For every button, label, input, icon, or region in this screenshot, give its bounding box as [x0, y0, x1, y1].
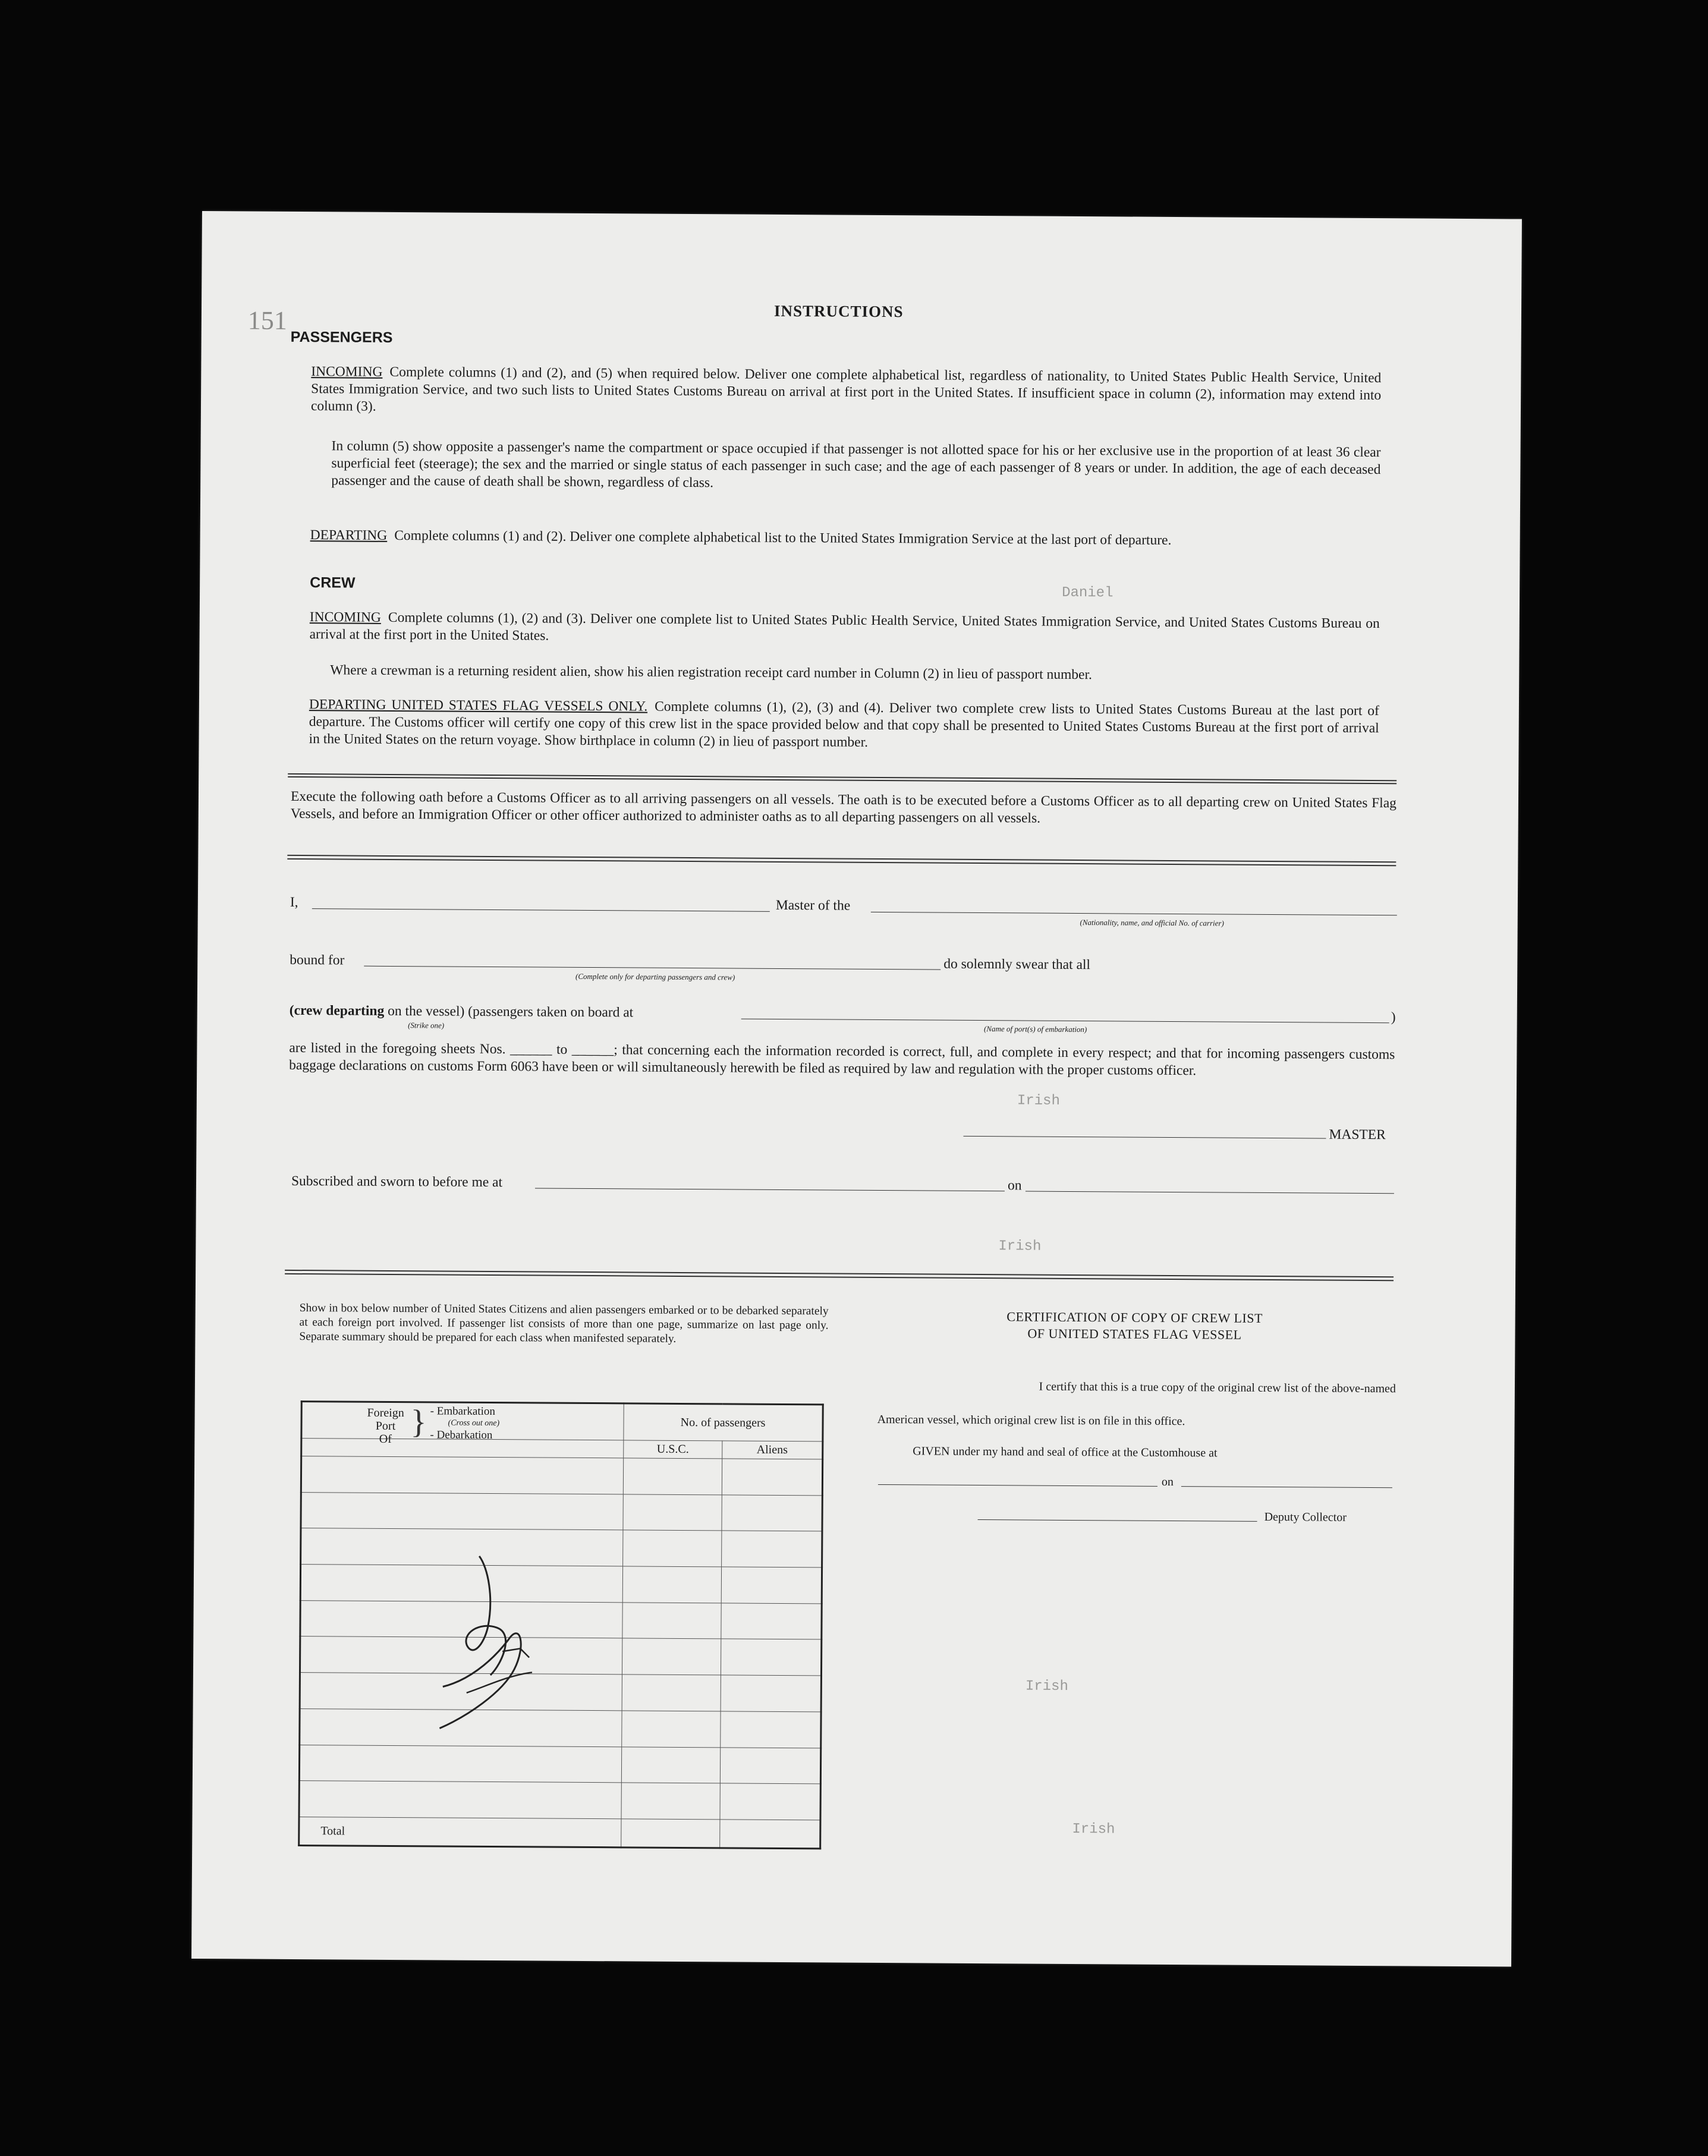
port-caption: (Name of port(s) of embarkation) [983, 1024, 1087, 1034]
bleed-through-text: Irish [998, 1238, 1042, 1255]
passengers-heading: PASSENGERS [290, 328, 393, 346]
master-name-line[interactable] [312, 908, 770, 912]
crew-passengers-line [290, 1002, 634, 1022]
bound-for-line[interactable] [364, 966, 940, 970]
embark-debark-options [430, 1405, 499, 1441]
close-paren: ) [1391, 1009, 1396, 1025]
carrier-line[interactable] [871, 912, 1397, 915]
master-of-the-label: Master of the [775, 897, 851, 914]
master-label: MASTER [1329, 1126, 1386, 1143]
crew-departing-text: (crew departing [289, 1002, 385, 1019]
port-cell[interactable] [301, 1456, 623, 1494]
usc-header: U.S.C. [624, 1440, 722, 1459]
oath-intro: Execute the following oath before a Customs Officer as to all arriving passengers on all vessels. The oath is to be executed before a Customs Officer as to all departing crew on United States Flag Vessels, and before an Immigration Officer or other officer authorized to administer oaths as to all departing passengers on all vessels. [290, 788, 1397, 826]
swear-text: do solemnly swear that all [943, 956, 1091, 973]
aliens-cell[interactable] [720, 1783, 820, 1820]
crew-incoming-text: Complete columns (1), (2) and (3). Deliver one complete list to United States Public Health Service, United States Immigration Service, and United States Customs Bureau on arrival at the first port in the United States. [309, 609, 1380, 644]
crew-departing-flag-section [309, 696, 1379, 754]
passengers-incoming-text: Complete columns (1) and (2), and (5) when required below. Deliver one complete alphabetical list, regardless of nationality, to United States Public Health Service, United States Immigration Service, and two such lists to United States Customs Bureau on arrival at first port in the United States. If insufficient space in column (2), information may extend into column (3). [310, 364, 1382, 414]
aliens-cell[interactable] [722, 1459, 822, 1496]
aliens-cell[interactable] [720, 1747, 820, 1784]
port-cell[interactable] [301, 1492, 623, 1530]
divider [287, 858, 1396, 866]
total-aliens-cell[interactable] [720, 1820, 820, 1849]
bleed-through-text: Irish [1072, 1821, 1115, 1838]
total-usc-cell[interactable] [621, 1819, 720, 1848]
passengers-departing-label: DEPARTING [310, 527, 388, 543]
bleed-through-text: Daniel [1062, 584, 1113, 602]
usc-cell[interactable] [622, 1603, 721, 1639]
deputy-collector-label: Deputy Collector [1264, 1510, 1347, 1524]
handwritten-signature [430, 1544, 562, 1758]
table-row [301, 1492, 822, 1531]
aliens-header: Aliens [722, 1441, 823, 1459]
certify-text: I certify that this is a true copy of the original crew list of the above-named [1039, 1380, 1396, 1396]
passengers-incoming-label: INCOMING [311, 364, 383, 380]
brace-icon: } [410, 1403, 427, 1441]
table-row [299, 1781, 820, 1820]
certification-title [926, 1308, 1342, 1343]
crew-incoming-section [310, 609, 1380, 650]
cross-out-note: (Cross out one) [448, 1418, 500, 1428]
summary-note: Show in box below number of United States Citizens and alien passengers embarked or to be debarked separately at each foreign port involved. If passenger list consists of more than one page, summarize on last page only. Separate summary should be prepared for each class when manifested separately. [299, 1302, 829, 1345]
of-text: Of [379, 1432, 392, 1446]
divider [285, 1273, 1394, 1281]
column5-instructions: In column (5) show opposite a passenger's name the compartment or space occupied if that passenger is not allotted space for his or her exclusive use in the proportion of at least 36 clear superficial feet (steerage); the sex and the married or single status of each passenger in such case; and the age of each passenger of 8 years or under. In addition, the age of each deceased passenger and the cause of death shall be shown, regardless of class. [331, 438, 1381, 491]
crew-resident-alien-text: Where a crewman is a returning resident alien, show his alien registration receipt card number in Column (2) in lieu of passport number. [330, 662, 1093, 683]
bleed-through-text: Irish [1017, 1093, 1060, 1109]
usc-cell[interactable] [622, 1566, 721, 1603]
usc-cell[interactable] [623, 1530, 722, 1567]
foreign-port-of-label [361, 1406, 409, 1446]
subscribed-label: Subscribed and sworn to before me at [291, 1173, 503, 1191]
usc-cell[interactable] [621, 1783, 720, 1820]
usc-cell[interactable] [622, 1711, 721, 1748]
instructions-title: INSTRUCTIONS [773, 301, 904, 321]
bound-caption: (Complete only for departing passengers and crew) [575, 971, 735, 982]
crew-heading: CREW [310, 574, 356, 591]
embarkation-option[interactable]: - Embarkation [430, 1405, 495, 1418]
certification-date-line[interactable] [1181, 1486, 1392, 1488]
usc-cell[interactable] [622, 1638, 721, 1675]
table-row [301, 1456, 822, 1496]
deputy-collector-line[interactable] [978, 1519, 1257, 1522]
oath-listed-text: are listed in the foregoing sheets Nos. ______ to ______; that concerning each the information recorded is correct, full, and complete in every respect; and that for incoming passengers customs baggage declarations on customs Form 6063 have been or will simultaneously herewith be filed as required by law and regulation with the proper customs officer. [289, 1040, 1395, 1079]
certification-on-label: on [1161, 1475, 1174, 1489]
document-page [191, 211, 1522, 1967]
certification-title-line2: OF UNITED STATES FLAG VESSEL [1027, 1326, 1242, 1342]
usc-cell[interactable] [621, 1746, 720, 1783]
passengers-departing-text: Complete columns (1) and (2). Deliver one complete alphabetical list to the United States Immigration Service at the last port of departure. [394, 527, 1172, 548]
total-label: Total [299, 1817, 621, 1847]
crew-departing-flag-text: Complete columns (1), (2), (3) and (4). Deliver two complete crew lists to United States Customs Bureau at the last port of departure. The Customs officer will certify one copy of this crew list in the space provided below and that copy shall be presented to United States Customs Bureau at the first port of arrival in the United States on the return voyage. Show birthplace in column (2) in lieu of passport number. [309, 698, 1379, 750]
port-embarkation-line[interactable] [741, 1019, 1389, 1024]
usc-cell[interactable] [622, 1675, 721, 1711]
foreign-text: Foreign [367, 1406, 404, 1420]
on-the-vessel-text: on the vessel) [388, 1003, 465, 1019]
aliens-cell[interactable] [722, 1495, 822, 1532]
strike-one-caption: (Strike one) [408, 1021, 445, 1030]
aliens-cell[interactable] [721, 1603, 822, 1640]
passengers-taken-text: (passengers taken on board at [468, 1003, 634, 1021]
crew-incoming-label: INCOMING [309, 609, 382, 625]
nationality-caption: (Nationality, name, and official No. of carrier) [1080, 918, 1224, 928]
debarkation-option[interactable]: - Debarkation [430, 1428, 493, 1442]
aliens-cell[interactable] [721, 1567, 822, 1604]
usc-cell[interactable] [623, 1458, 722, 1495]
passengers-incoming-section [311, 363, 1381, 421]
bleed-through-text: Irish [1025, 1678, 1068, 1695]
page-stamp-number: 151 [247, 306, 288, 335]
subscribed-on-label: on [1007, 1178, 1022, 1194]
aliens-cell[interactable] [721, 1675, 821, 1712]
certification-title-line1: CERTIFICATION OF COPY OF CREW LIST [1006, 1309, 1263, 1326]
port-text: Port [375, 1419, 396, 1433]
port-cell[interactable] [299, 1781, 621, 1819]
bound-for-label: bound for [290, 952, 345, 968]
subscribed-place-line[interactable] [535, 1188, 1005, 1191]
foreign-port-header [301, 1402, 624, 1446]
customhouse-line[interactable] [878, 1484, 1157, 1487]
aliens-cell[interactable] [722, 1531, 822, 1568]
american-vessel-text: American vessel, which original crew list is on file in this office. [877, 1412, 1185, 1428]
total-row [299, 1817, 820, 1849]
oath-i-label: I, [290, 894, 298, 911]
master-signature-line[interactable] [964, 1136, 1326, 1139]
no-of-passengers-header: No. of passengers [624, 1403, 823, 1441]
aliens-cell[interactable] [721, 1711, 821, 1748]
passengers-departing-section [310, 527, 1380, 550]
usc-cell[interactable] [623, 1494, 722, 1531]
aliens-cell[interactable] [721, 1639, 821, 1676]
given-text: GIVEN under my hand and seal of office at the Customhouse at [913, 1444, 1218, 1460]
subscribed-date-line[interactable] [1026, 1191, 1394, 1194]
crew-departing-flag-label: DEPARTING UNITED STATES FLAG VESSELS ONLY. [309, 697, 648, 715]
